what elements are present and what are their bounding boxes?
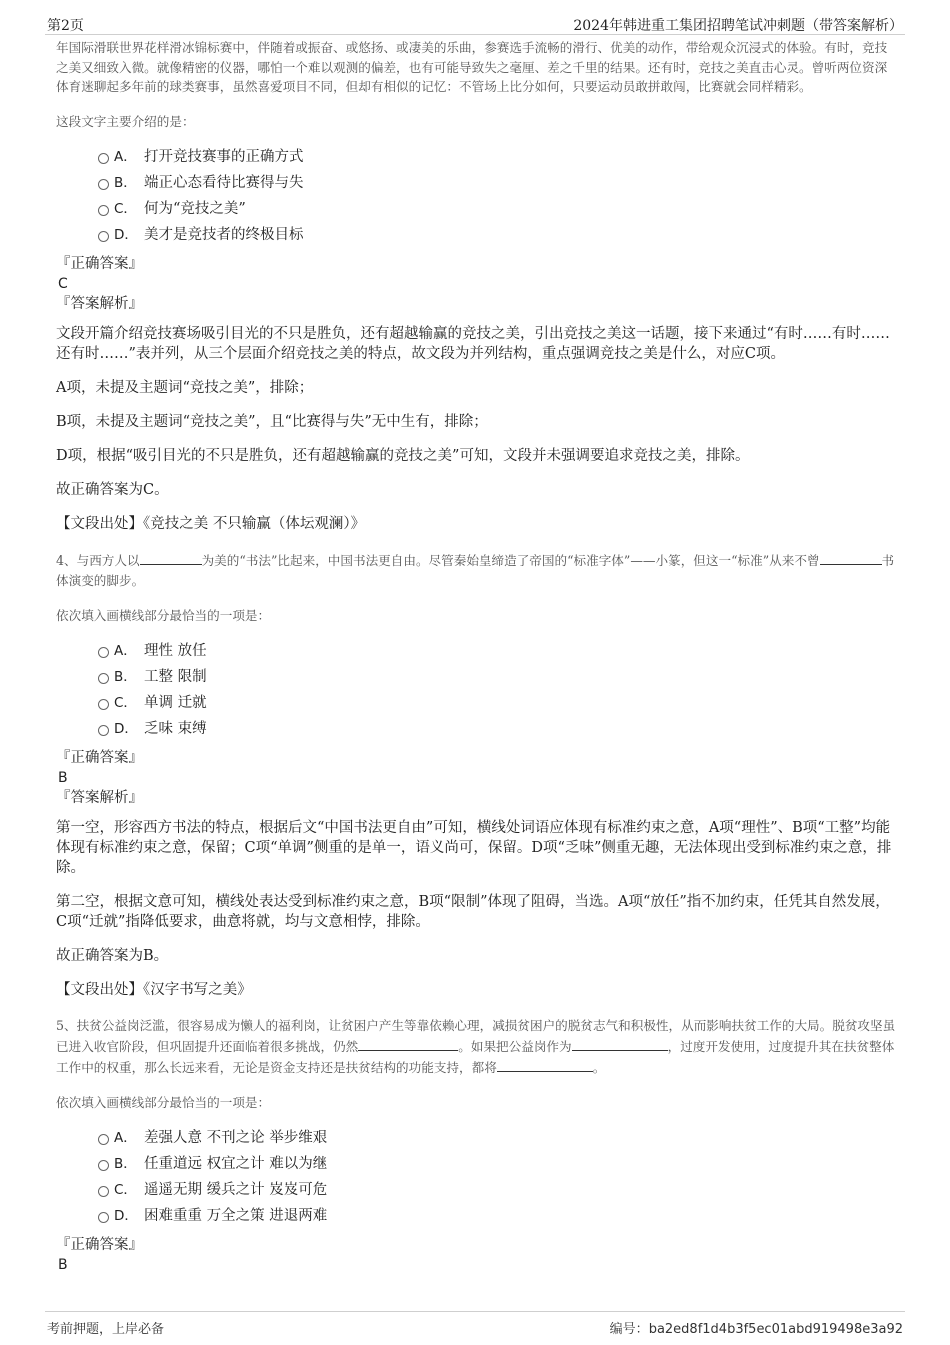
- q5-option-a[interactable]: A． 差强人意 不刊之论 举步维艰: [56, 1125, 896, 1151]
- q4-option-d[interactable]: D． 乏味 束缚: [56, 716, 896, 742]
- q5-answer-tag: 『正确答案』: [56, 1236, 143, 1253]
- page-number: 第2页: [47, 18, 84, 34]
- q4-source: 【文段出处】《汉字书写之美》: [56, 981, 252, 998]
- q5-option-c[interactable]: C． 遥遥无期 缓兵之计 岌岌可危: [56, 1177, 896, 1203]
- radio-button[interactable]: [98, 205, 109, 216]
- document-body: [56, 38, 896, 1275]
- q3-source: 【文段出处】《竞技之美 不只输赢（体坛观澜）》: [56, 515, 366, 532]
- q3-analysis-2: A项，未提及主题词“竞技之美”，排除；: [56, 379, 314, 396]
- q5-option-d[interactable]: D． 困难重重 万全之策 进退两难: [56, 1203, 896, 1229]
- q5-answer: B: [58, 1256, 68, 1273]
- fill-blank: [572, 1036, 668, 1051]
- fill-blank: [358, 1036, 458, 1051]
- q4-analysis-2: 第二空，根据文意可知，横线处表达受到标准约束之意，B项“限制”体现了阻碍，当选。A项“放任”指不加约束，任凭其自然发展，C项“迁就”指降低要求，曲意将就，均与文意相悖，排除。: [56, 893, 890, 930]
- q5-options: [56, 1125, 896, 1229]
- q4-analysis-1: 第一空，形容西方书法的特点，根据后文“中国书法更自由”可知，横线处词语应体现有标准约束之意，A项“理性”、B项“工整”均能体现有标准约束之意，保留；C项“单调”侧重的是单一，语义尚可，保留。D项“乏味”侧重无趣，无法体现出受到标准约束之意，排除。: [56, 819, 892, 876]
- radio-button[interactable]: [98, 1186, 109, 1197]
- q5-stem: 5、扶贫公益岗泛滥，很容易成为懒人的福利岗，让贫困户产生等靠依赖心理，减损贫困户的脱贫志气和积极性，从而影响扶贫工作的大局。脱贫攻坚虽已进入收官阶段，但巩固提升还面临着很多挑战，仍然 。如果把公益岗作为 ，过度开发使用，过度提升其在扶贫整体工作中的权重，那么长远来看，无论是资金支持还是扶贫结构的功能支持，都将 。: [56, 1017, 896, 1075]
- q3-analysis-1: 文段开篇介绍竞技赛场吸引目光的不只是胜负，还有超越输赢的竞技之美，引出竞技之美这一话题，接下来通过“有时……有时……还有时……”表并列，从三个层面介绍竞技之美的特点，故文段为并列结构，重点强调竞技之美是什么，对应C项。: [56, 325, 890, 362]
- page-footer: [45, 1311, 905, 1342]
- q3-answer-tag: 『正确答案』: [56, 255, 143, 272]
- radio-button[interactable]: [98, 725, 109, 736]
- radio-button[interactable]: [98, 699, 109, 710]
- q4-answer: B: [58, 769, 68, 786]
- q4-option-a[interactable]: A． 理性 放任: [56, 638, 896, 664]
- q4-stem: 4、与西方人以 为美的“书法”比起来，中国书法更自由。尽管秦始皇缔造了帝国的“标准字体”——小篆，但这一“标准”从来不曾 书体演变的脚步。: [56, 550, 896, 591]
- q3-prompt: 这段文字主要介绍的是：: [56, 113, 195, 129]
- q4-options: [56, 638, 896, 742]
- q4-option-b[interactable]: B． 工整 限制: [56, 664, 896, 690]
- radio-button[interactable]: [98, 179, 109, 190]
- footer-slogan: 考前押题，上岸必备: [47, 1322, 165, 1337]
- q3-passage: 年国际滑联世界花样滑冰锦标赛中，伴随着或振奋、或悠扬、或凄美的乐曲，参赛选手流畅的滑行、优美的动作，带给观众沉浸式的体验。有时，竞技之美又细致入微。就像精密的仪器，哪怕一个难以观测的偏差，也有可能导致失之毫厘、差之千里的结果。还有时，竞技之美直击心灵。曾听两位资深体育迷聊起多年前的球类赛事，虽然喜爱项目不同，但却有相似的记忆：不管场上比分如何，只要运动员敢拼敢闯，比赛就会同样精彩。: [56, 40, 888, 94]
- q5-prompt: 依次填入画横线部分最恰当的一项是：: [56, 1094, 271, 1110]
- document-title: 2024年韩进重工集团招聘笔试冲刺题（带答案解析）: [573, 18, 903, 34]
- radio-button[interactable]: [98, 1160, 109, 1171]
- fill-blank: [497, 1057, 593, 1072]
- q3-answer: C: [58, 275, 68, 292]
- q5-option-b[interactable]: B． 任重道远 权宜之计 难以为继: [56, 1151, 896, 1177]
- q3-option-a[interactable]: A． 打开竞技赛事的正确方式: [56, 144, 896, 170]
- q3-option-d[interactable]: D． 美才是竞技者的终极目标: [56, 222, 896, 248]
- radio-button[interactable]: [98, 1212, 109, 1223]
- q3-analysis-5: 故正确答案为C。: [56, 481, 169, 498]
- document-code: 编号：ba2ed8f1d4b3f5ec01abd919498e3a92: [609, 1322, 903, 1337]
- q3-analysis-3: B项，未提及主题词“竞技之美”，且“比赛得与失”无中生有，排除；: [56, 413, 488, 430]
- q3-options: [56, 144, 896, 248]
- q3-analysis-tag: 『答案解析』: [56, 295, 143, 312]
- q3-option-c[interactable]: C． 何为“竞技之美”: [56, 196, 896, 222]
- radio-button[interactable]: [98, 1134, 109, 1145]
- q4-prompt: 依次填入画横线部分最恰当的一项是：: [56, 607, 271, 623]
- page-header: [45, 8, 905, 35]
- q3-option-b[interactable]: B． 端正心态看待比赛得与失: [56, 170, 896, 196]
- q4-answer-tag: 『正确答案』: [56, 749, 143, 766]
- radio-button[interactable]: [98, 673, 109, 684]
- q3-analysis-4: D项，根据“吸引目光的不只是胜负，还有超越输赢的竞技之美”可知，文段并未强调要追求竞技之美，排除。: [56, 447, 750, 464]
- radio-button[interactable]: [98, 231, 109, 242]
- fill-blank: [820, 550, 882, 565]
- radio-button[interactable]: [98, 153, 109, 164]
- fill-blank: [140, 550, 202, 565]
- q4-analysis-tag: 『答案解析』: [56, 789, 143, 806]
- radio-button[interactable]: [98, 647, 109, 658]
- q4-option-c[interactable]: C． 单调 迁就: [56, 690, 896, 716]
- q4-analysis-3: 故正确答案为B。: [56, 947, 169, 964]
